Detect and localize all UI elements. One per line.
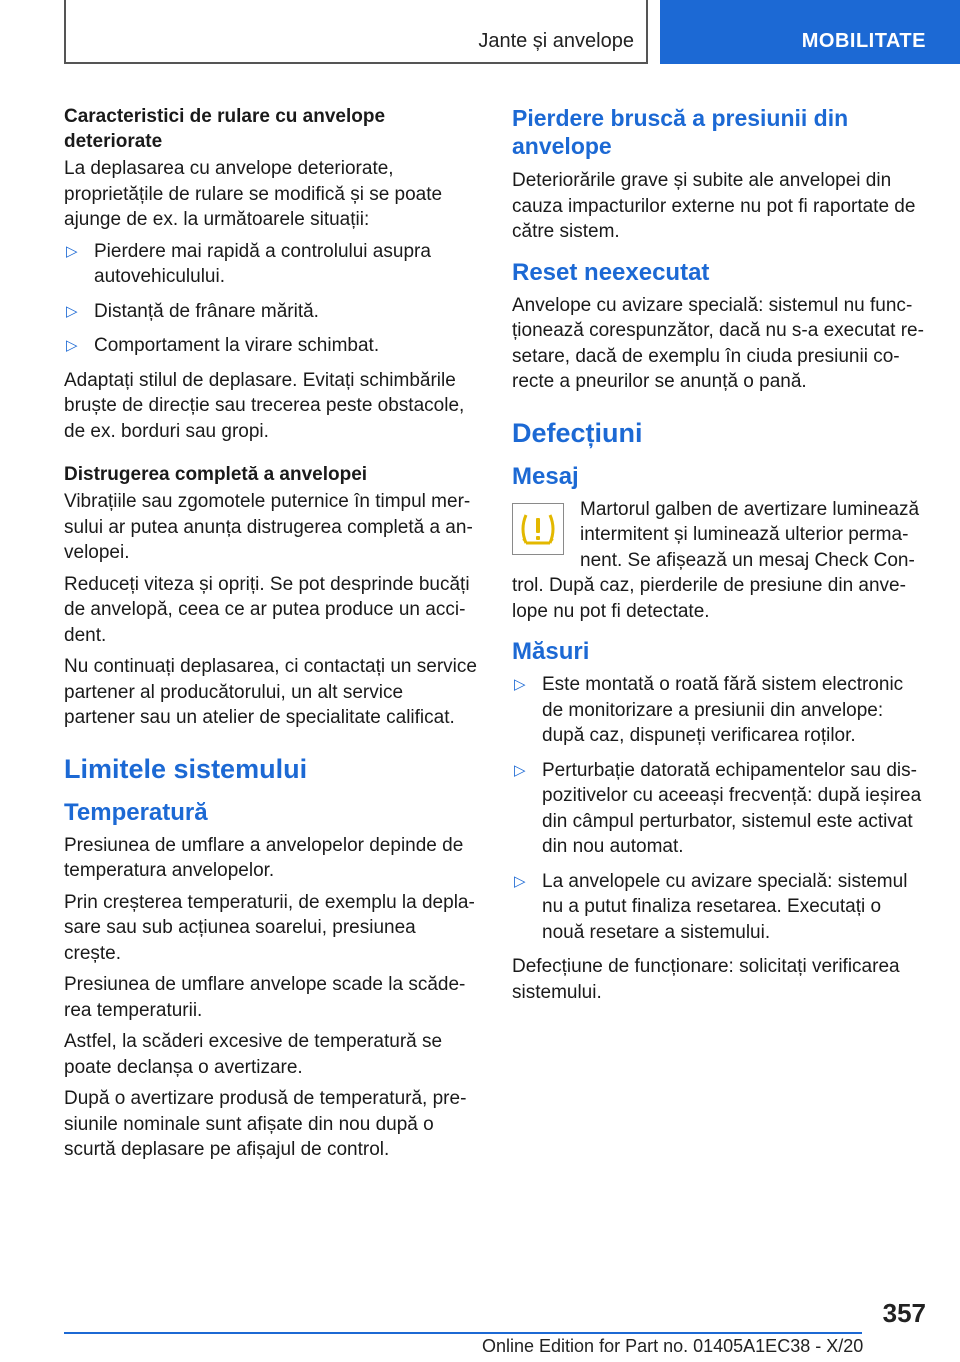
left-column <box>64 104 478 1169</box>
chapter-title: Jante și anvelope <box>478 30 634 52</box>
footer-edition: Online Edition for Part no. 01405A1EC38 - X/20 <box>482 1336 864 1356</box>
paragraph: Nu continuați deplasarea, ci contactați un service partener al producătorului, un alt service partener sau un atelier de specialitate calificat. <box>64 656 477 728</box>
bullet-triangle-icon: ▷ <box>66 242 78 260</box>
paragraph: Presiunea de umflare anvelope scade la scăderea temperaturii. <box>64 974 466 1021</box>
paragraph: Prin creșterea temperaturii, de exemplu la deplasare sau sub acțiunea soarelui, presiunea crește. <box>64 891 475 964</box>
list-item: ▷ Pierdere mai rapidă a controlului asupra autovehiculului. <box>66 240 431 287</box>
heading-system-limits: Limitele sistemului <box>64 753 308 784</box>
subheading-tire-destruction: Distrugerea completă a anvelopei <box>64 464 368 485</box>
bullet-triangle-icon: ▷ <box>514 761 526 779</box>
heading-measures: Măsuri <box>512 638 590 665</box>
paragraph: La deplasarea cu anvelope deteriorate, proprietățile de rulare se modifică și se poate ajunge de ex. la următoarele situații: <box>64 158 443 230</box>
list-item: ▷ La anvelopele cu avizare specială: sistemul nu a putut finaliza resetarea. Executați o nouă resetare a sistemului. <box>514 870 908 943</box>
paragraph: Presiunea de umflare a anvelopelor depinde de temperatura anvelopelor. <box>64 834 464 881</box>
paragraph: Astfel, la scăderi excesive de temperatură se poate declanșa o avertizare. <box>64 1031 443 1078</box>
paragraph: Reduceți viteza și opriți. Se pot desprinde bucăți de anvelopă, ceea ce ar putea produce un accident. <box>64 573 470 646</box>
bullet-list-measures <box>512 672 928 945</box>
bullet-triangle-icon: ▷ <box>514 872 526 890</box>
tire-pressure-warning-icon <box>512 503 564 555</box>
footer-divider <box>64 1332 862 1334</box>
header-chapter-box <box>64 0 648 64</box>
heading-message: Mesaj <box>512 462 579 490</box>
bullet-triangle-icon: ▷ <box>66 302 78 320</box>
paragraph: Adaptați stilul de deplasare. Evitați schimbările bruște de direcție sau trecerea peste obstacole, de ex. borduri sau gropi. <box>64 369 465 442</box>
list-item: ▷ Perturbație datorată echipamentelor sau dispozitivelor cu aceeași frecvență: după ieșirea din câmpul perturbator, sistemul este activat din nou automat. <box>514 759 922 857</box>
right-column <box>512 104 928 1011</box>
paragraph: Deteriorările grave și subite ale anvelopei din cauza impacturilor externe nu pot fi raportate de către sistem. <box>512 170 916 242</box>
bullet-triangle-icon: ▷ <box>66 337 78 354</box>
paragraph: Vibrațiile sau zgomotele puternice în timpul mersului ar putea anunța distrugerea completă a anvelopei. <box>64 491 473 563</box>
paragraph: Defecțiune de funcționare: solicitați verificarea sistemului. <box>512 956 900 1003</box>
list-item: ▷ Comportament la virare schimbat. <box>64 333 478 359</box>
heading-faults: Defecțiuni <box>512 417 643 448</box>
list-item: ▷ Distanță de frânare mărită. <box>64 299 478 325</box>
section-label: MOBILITATE <box>801 30 926 52</box>
bullet-triangle-icon: ▷ <box>514 676 526 693</box>
paragraph: După o avertizare produsă de temperatură, presiunile nominale sunt afișate din nou după o scurtă deplasare pe afișajul de control. <box>64 1088 467 1160</box>
header-section-box <box>660 0 960 64</box>
heading-reset-not-done: Reset neexecutat <box>512 258 710 286</box>
heading-sudden-pressure-loss: Pierdere bruscă a presiunii din anvelope <box>512 105 849 159</box>
paragraph-message: Martorul galben de avertizare luminează intermitent și luminează ulterior permanent. Se afișează un mesaj Check Control. După caz, pierderile de presiune din anvelope nu pot fi detectate. <box>512 498 920 622</box>
page-number: 357 <box>882 1298 926 1328</box>
paragraph: Anvelope cu avizare specială: sistemul nu funcționează corespunzător, dacă nu s-a executat resetare, dacă de exemplu în ciuda presiunii corecte a pneurilor se anunță o pană. <box>512 294 924 392</box>
list-item: ▷ Este montată o roată fără sistem electronic de monitorizare a presiunii din anvelope: după caz, dispuneți verificarea roților. <box>514 674 904 746</box>
subheading-damaged-tires: Caracteristici de rulare cu anvelope deteriorate <box>64 106 386 152</box>
heading-temperature: Temperatură <box>64 798 208 826</box>
bullet-list-damaged <box>64 239 478 359</box>
